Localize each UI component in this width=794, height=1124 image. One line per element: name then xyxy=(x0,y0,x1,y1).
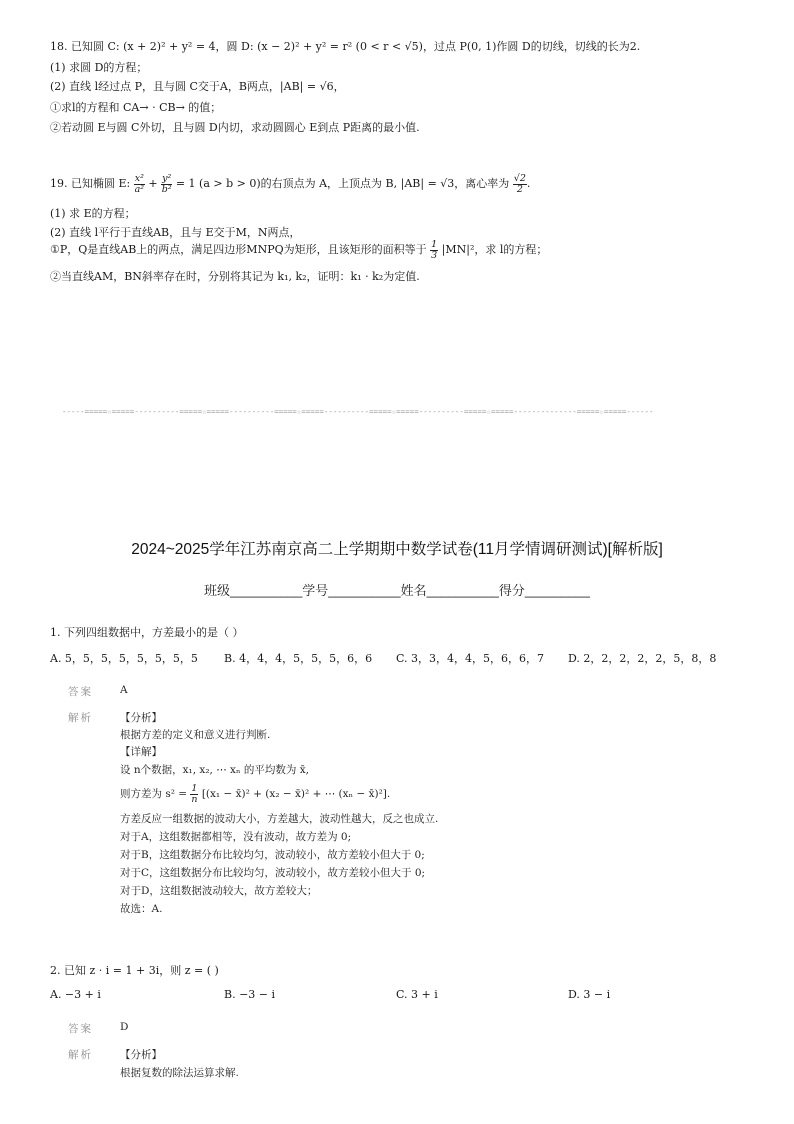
q1-line-mean: 设 n个数据，x₁, x₂, ⋯ xₙ 的平均数为 x̄, xyxy=(120,764,309,776)
q19-stem-lead: 19. 已知椭圆 E: xyxy=(50,177,131,190)
q2-answer: D xyxy=(120,1021,129,1033)
q18-part2: (2) 直线 l经过点 P，且与圆 C交于A，B两点，|AB| = √6， xyxy=(50,80,345,93)
q19-stem-rest: = 1 (a > b > 0)的右顶点为 A，上顶点为 B, |AB| = √3，离心率为 xyxy=(175,177,510,190)
q18-part1: (1) 求圆 D的方程； xyxy=(50,61,148,74)
q1-line-meaning: 方差反应一组数据的波动大小，方差越大，波动性越大，反之也成立. xyxy=(120,813,439,825)
q1-var-num: 1 xyxy=(191,783,198,794)
q19-part2a-tail: |MN|²，求 l的方程； xyxy=(441,243,548,256)
q1-analysis-label: 解析 xyxy=(68,712,93,724)
q19-third-num: 1 xyxy=(431,239,438,250)
q1-line-variance xyxy=(120,784,390,804)
q19-frac-y-num: y² xyxy=(162,173,172,184)
q1-line-d: 对于D，这组数据波动较大，故方差较大； xyxy=(120,885,318,897)
q2-option-d: D. 3 − i xyxy=(568,988,611,1001)
q19-third-den: 3 xyxy=(431,249,438,261)
q2-line-method: 根据复数的除法运算求解. xyxy=(120,1067,239,1079)
q19-frac-x-den: a² xyxy=(134,183,145,195)
q2-option-c: C. 3 + i xyxy=(396,988,438,1001)
q19-part2a-lead: ①P，Q是直线AB上的两点，满足四边形MNPQ为矩形，且该矩形的面积等于 xyxy=(50,243,427,256)
q2-line-analysis-head: 【分析】 xyxy=(120,1049,162,1061)
q1-option-d: D. 2，2，2，2，2，5，8，8 xyxy=(568,652,717,665)
q1-answer-label: 答案 xyxy=(68,686,93,698)
q19-part2b: ②当直线AM，BN斜率存在时，分别将其记为 k₁, k₂，证明：k₁ · k₂为定值. xyxy=(50,270,420,283)
q1-line-choice: 故选：A. xyxy=(120,903,163,915)
exam-fields: 班级__________学号__________姓名__________得分_________ xyxy=(204,583,590,598)
q1-line-c: 对于C，这组数据分布比较均匀，波动较小，故方差较小但大于 0; xyxy=(120,867,426,879)
q1-option-c: C. 3，3，4，4，5，6，6，7 xyxy=(396,652,545,665)
q1-line-analysis-head: 【分析】 xyxy=(120,712,162,724)
q19-part1: (1) 求 E的方程； xyxy=(50,207,136,220)
q2-option-a: A. −3 + i xyxy=(50,988,101,1001)
q2-answer-label: 答案 xyxy=(68,1023,93,1035)
q1-variance-sum: [(x₁ − x̄)² + (x₂ − x̄)² + ⋯ (xₙ − x̄)²]. xyxy=(201,788,391,800)
q2-analysis-label: 解析 xyxy=(68,1049,93,1061)
q1-variance-lead: 则方差为 s² = xyxy=(120,788,191,800)
q19-part2: (2) 直线 l平行于直线AB，且与 E交于M，N两点， xyxy=(50,226,301,239)
q19-stem: 19. 已知椭圆 E: $\frac{\text{x²}}{\text{a²}}$ + $\frac{\text{y²}}{\text{b²}}$ = 1 (a > b > 0)的右顶点为 A，上顶点为 B, |AB| = √3，离心率为 $\frac{√2}{2}$ . xyxy=(50,173,531,195)
q19-frac-x-num: x² xyxy=(134,173,144,184)
q1-stem: 1. 下列四组数据中，方差最小的是（ ） xyxy=(50,626,244,639)
q1-option-a: A. 5，5，5，5，5，5，5，5 xyxy=(50,652,198,665)
q1-option-b: B. 4，4，4，5，5，5，6，6 xyxy=(224,652,373,665)
q19-fraction-y xyxy=(161,174,172,194)
q19-third-fraction xyxy=(430,240,438,260)
q1-line-b: 对于B，这组数据分布比较均匀，波动较小，故方差较小但大于 0; xyxy=(120,849,425,861)
q19-plus: + xyxy=(148,177,158,190)
q18-part2b: ②若动圆 E与圆 C外切，且与圆 D内切，求动圆圆心 E到点 P距离的最小值. xyxy=(50,121,420,134)
q1-line-definition: 根据方差的定义和意义进行判断. xyxy=(120,729,271,741)
section-divider: -----=====☆=====----------=====☆=====----------=====☆=====----------=====☆=====----------=====☆=====--------------=====☆=====------ xyxy=(62,407,654,416)
q19-frac-y-den: b² xyxy=(161,183,172,195)
exam-title: 2024~2025学年江苏南京高二上学期期中数学试卷(11月学情调研测试)[解析版] xyxy=(131,541,663,558)
q19-ecc-fraction xyxy=(513,174,527,194)
q19-ecc-den: 2 xyxy=(516,183,523,195)
q18-stem: 18. 已知圆 C: (x + 2)² + y² = 4，圆 D: (x − 2)² + y² = r² (0 < r < √5)，过点 P(0, 1)作圆 D的切线，切线的长为2. xyxy=(50,40,641,53)
q2-option-b: B. −3 − i xyxy=(224,988,276,1001)
q19-part2a xyxy=(50,240,547,260)
q1-line-detail-head: 【详解】 xyxy=(120,746,162,758)
q19-ecc-num: √2 xyxy=(513,173,526,184)
q19-fraction-x xyxy=(134,174,145,194)
q1-variance-fraction xyxy=(190,784,198,804)
q1-line-a: 对于A，这组数据都相等，没有波动，故方差为 0; xyxy=(120,831,352,843)
q18-part2a: ①求l的方程和 CA→ · CB→ 的值； xyxy=(50,101,222,114)
q2-stem: 2. 已知 z · i = 1 + 3i，则 z = ( ) xyxy=(50,964,219,977)
q1-var-den: n xyxy=(191,793,198,805)
q1-answer: A xyxy=(120,684,128,696)
